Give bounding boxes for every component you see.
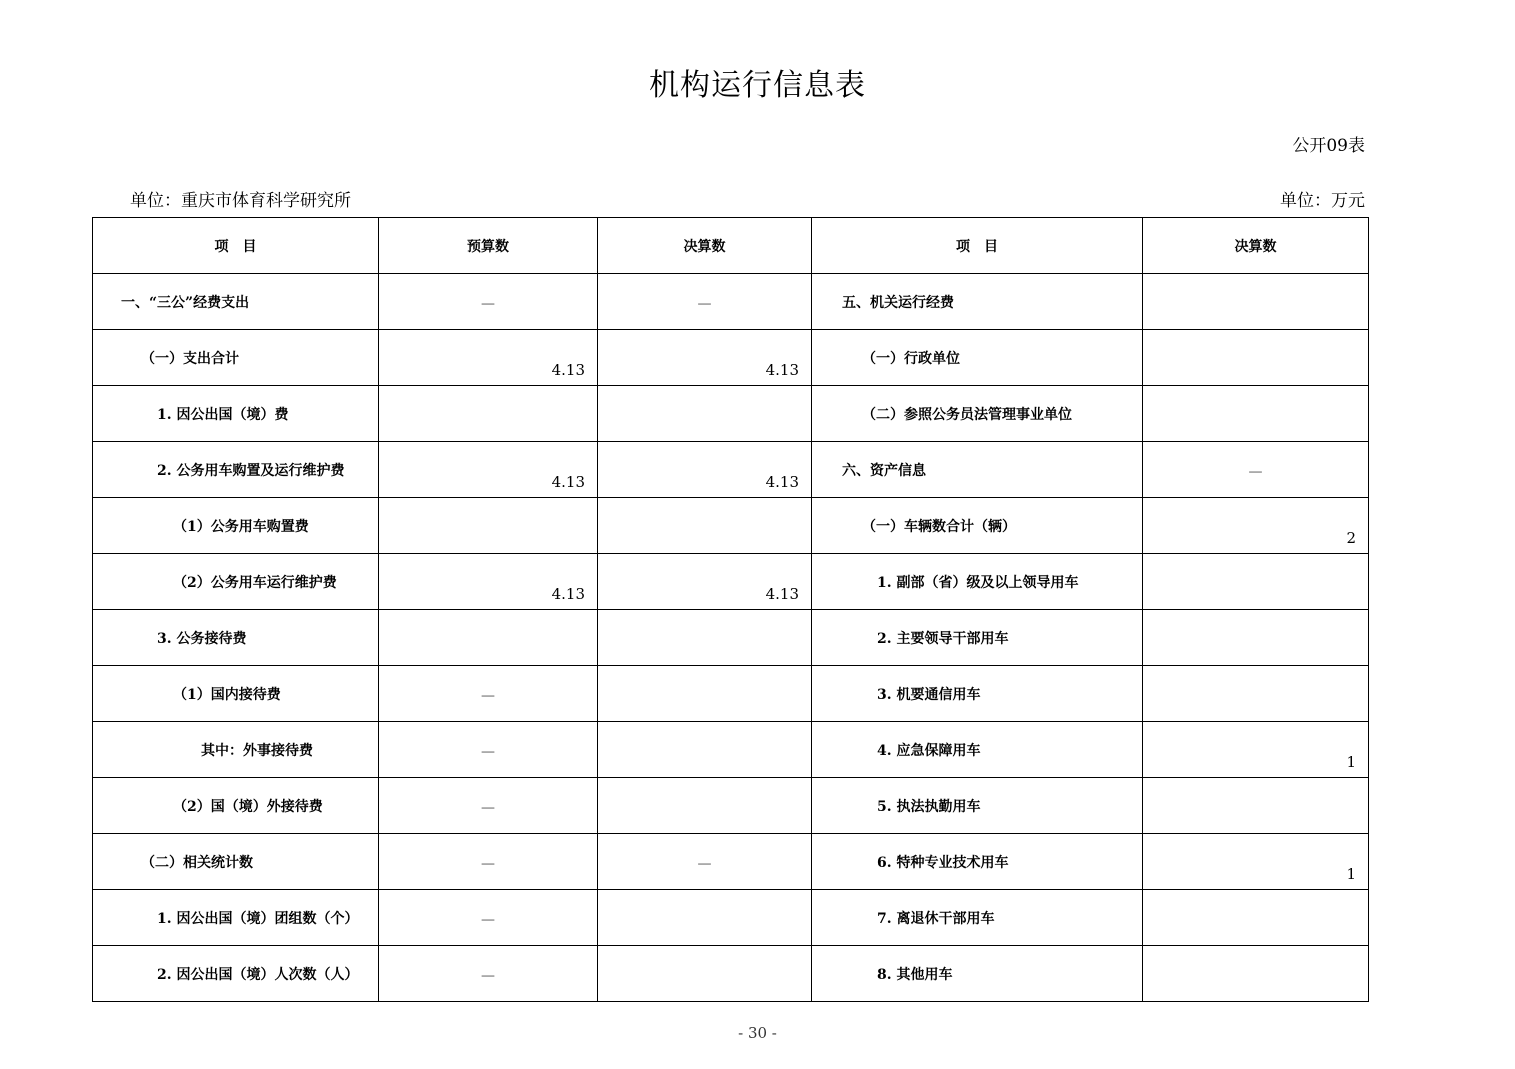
budget-cell <box>379 610 598 666</box>
table-row <box>93 610 1369 666</box>
table-row <box>93 834 1369 890</box>
right-final-cell <box>1143 890 1369 946</box>
budget-cell: — <box>379 722 598 778</box>
right-final-cell <box>1143 386 1369 442</box>
row-label-right: 3. 机要通信用车 <box>812 666 1143 722</box>
table-row <box>93 386 1369 442</box>
final-cell <box>598 498 812 554</box>
row-label-right: （一）车辆数合计（辆） <box>812 498 1143 554</box>
table-row <box>93 274 1369 330</box>
row-label-right: （一）行政单位 <box>812 330 1143 386</box>
page-number: - 30 - <box>738 1024 777 1042</box>
row-label-left: （2）国（境）外接待费 <box>93 778 379 834</box>
form-number: 公开09表 <box>1292 136 1365 156</box>
header-final-right: 决算数 <box>1143 218 1369 274</box>
row-label-left: 一、“三公”经费支出 <box>93 274 379 330</box>
row-label-right: 8. 其他用车 <box>812 946 1143 1002</box>
table-row <box>93 442 1369 498</box>
budget-cell: — <box>379 890 598 946</box>
header-final-left: 决算数 <box>598 218 812 274</box>
budget-cell: — <box>379 778 598 834</box>
row-label-left: （二）相关统计数 <box>93 834 379 890</box>
final-cell: 4.13 <box>598 554 812 610</box>
final-cell <box>598 722 812 778</box>
budget-cell <box>379 498 598 554</box>
table-row <box>93 890 1369 946</box>
table-row <box>93 946 1369 1002</box>
right-final-cell: 1 <box>1143 834 1369 890</box>
table-row <box>93 554 1369 610</box>
budget-cell: — <box>379 274 598 330</box>
row-label-right: 7. 离退休干部用车 <box>812 890 1143 946</box>
row-label-left: 2. 因公出国（境）人次数（人） <box>93 946 379 1002</box>
row-label-left: 2. 公务用车购置及运行维护费 <box>93 442 379 498</box>
row-label-left: 其中：外事接待费 <box>93 722 379 778</box>
budget-cell: — <box>379 946 598 1002</box>
right-final-cell <box>1143 946 1369 1002</box>
table-row <box>93 666 1369 722</box>
right-final-cell: — <box>1143 442 1369 498</box>
row-label-left: 3. 公务接待费 <box>93 610 379 666</box>
final-cell: 4.13 <box>598 330 812 386</box>
budget-cell: 4.13 <box>379 554 598 610</box>
budget-cell: — <box>379 666 598 722</box>
unit-organization: 单位：重庆市体育科学研究所 <box>130 191 351 211</box>
final-cell: — <box>598 274 812 330</box>
row-label-right: 六、资产信息 <box>812 442 1143 498</box>
final-cell <box>598 610 812 666</box>
right-final-cell <box>1143 666 1369 722</box>
right-final-cell: 2 <box>1143 498 1369 554</box>
row-label-right: （二）参照公务员法管理事业单位 <box>812 386 1143 442</box>
final-cell <box>598 778 812 834</box>
final-cell <box>598 890 812 946</box>
row-label-left: 1. 因公出国（境）团组数（个） <box>93 890 379 946</box>
header-budget: 预算数 <box>379 218 598 274</box>
institution-operation-table <box>92 217 1369 1002</box>
budget-cell: — <box>379 834 598 890</box>
row-label-left: （1）国内接待费 <box>93 666 379 722</box>
unit-currency: 单位：万元 <box>1280 191 1365 211</box>
budget-cell <box>379 386 598 442</box>
table-row <box>93 778 1369 834</box>
row-label-right: 2. 主要领导干部用车 <box>812 610 1143 666</box>
row-label-left: （2）公务用车运行维护费 <box>93 554 379 610</box>
table-row <box>93 498 1369 554</box>
budget-cell: 4.13 <box>379 330 598 386</box>
table-row <box>93 722 1369 778</box>
final-cell: — <box>598 834 812 890</box>
row-label-left: 1. 因公出国（境）费 <box>93 386 379 442</box>
row-label-right: 6. 特种专业技术用车 <box>812 834 1143 890</box>
right-final-cell <box>1143 610 1369 666</box>
row-label-right: 1. 副部（省）级及以上领导用车 <box>812 554 1143 610</box>
header-item-left: 项 目 <box>93 218 379 274</box>
row-label-right: 4. 应急保障用车 <box>812 722 1143 778</box>
right-final-cell <box>1143 330 1369 386</box>
final-cell <box>598 666 812 722</box>
row-label-right: 五、机关运行经费 <box>812 274 1143 330</box>
budget-cell: 4.13 <box>379 442 598 498</box>
right-final-cell <box>1143 274 1369 330</box>
table-row <box>93 330 1369 386</box>
row-label-left: （一）支出合计 <box>93 330 379 386</box>
right-final-cell: 1 <box>1143 722 1369 778</box>
row-label-left: （1）公务用车购置费 <box>93 498 379 554</box>
final-cell <box>598 946 812 1002</box>
final-cell: 4.13 <box>598 442 812 498</box>
right-final-cell <box>1143 554 1369 610</box>
row-label-right: 5. 执法执勤用车 <box>812 778 1143 834</box>
header-item-right: 项 目 <box>812 218 1143 274</box>
page-title: 机构运行信息表 <box>649 68 866 103</box>
final-cell <box>598 386 812 442</box>
table-header-row <box>93 218 1369 274</box>
right-final-cell <box>1143 778 1369 834</box>
